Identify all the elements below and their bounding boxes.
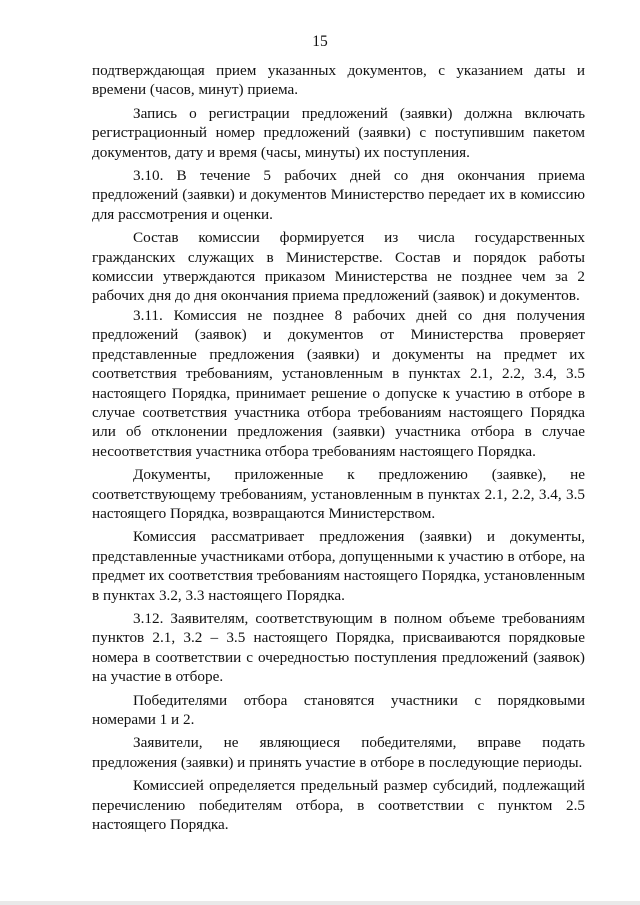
paragraph-clause-3-10: 3.10. В течение 5 рабочих дней со дня окончания приема предложений (заявки) и документов Министерство передает их в комиссию для рассмотрения и оценки. — [92, 167, 585, 223]
paragraph-registration-record: Запись о регистрации предложений (заявки) должна включать регистрационный номер предложений (заявки) с поступившим пакетом документов, дату и время (часы, минуты) их поступления. — [92, 104, 585, 161]
paragraph-subsidy-limit: Комиссией определяется предельный размер субсидий, подлежащий перечислению победителям отбора, в соответствии с пунктом 2.5 настоящего Порядка. — [92, 777, 585, 834]
paragraph-clause-3-11: 3.11. Комиссия не позднее 8 рабочих дней со дня получения предложений (заявок) и документов от Министерства проверяет представленные предложения (заявки) и документы на предмет их соответствия требованиям, установленным в пунктах 2.1, 2.2, 3.4, 3.5 настоящего Порядка, принимает решение о допуске к участию в отборе в случае соответствия участника отбора требованиям настоящего Порядка или об отклонении предложения (заявки) участника отбора в случае несоответствия участника отбора требованиям настоящего Порядка. — [92, 306, 585, 460]
paragraph-clause-3-12: 3.12. Заявителям, соответствующим в полном объеме требованиям пунктов 2.1, 3.2 – 3.5 настоящего Порядка, присваиваются порядковые номера в соответствии с очередностью поступления предложений (заявок) на участие в отборе. — [92, 609, 585, 686]
paragraph-winners: Победителями отбора становятся участники с порядковыми номерами 1 и 2. — [92, 691, 585, 728]
paragraph-commission-review: Комиссия рассматривает предложения (заявки) и документы, представленные участниками отбора, допущенными к участию в отборе, на предмет их соответствия требованиям настоящего Порядка, установленным в пунктах 3.2, 3.3 настоящего Порядка. — [92, 528, 585, 604]
paragraph-documents-returned: Документы, приложенные к предложению (заявке), не соответствующему требованиям, установленным в пунктах 2.1, 2.2, 3.4, 3.5 настоящего Порядка, возвращаются Министерством. — [92, 466, 585, 522]
document-body — [92, 61, 585, 834]
paragraph-receipt-confirmation: подтверждающая прием указанных документов, с указанием даты и времени (часов, минут) приема. — [92, 62, 585, 99]
paragraph-commission-composition: Состав комиссии формируется из числа государственных гражданских служащих в Министерстве. Состав и порядок работы комиссии утверждаются приказом Министерства не позднее чем за 2 рабочих дня до дня окончания приема предложений (заявок) и документов. — [92, 229, 585, 305]
scan-edge — [0, 901, 640, 905]
page-number: 15 — [312, 33, 328, 50]
paragraph-non-winners: Заявители, не являющиеся победителями, вправе подать предложения (заявки) и принять участие в отборе в последующие периоды. — [92, 734, 585, 771]
